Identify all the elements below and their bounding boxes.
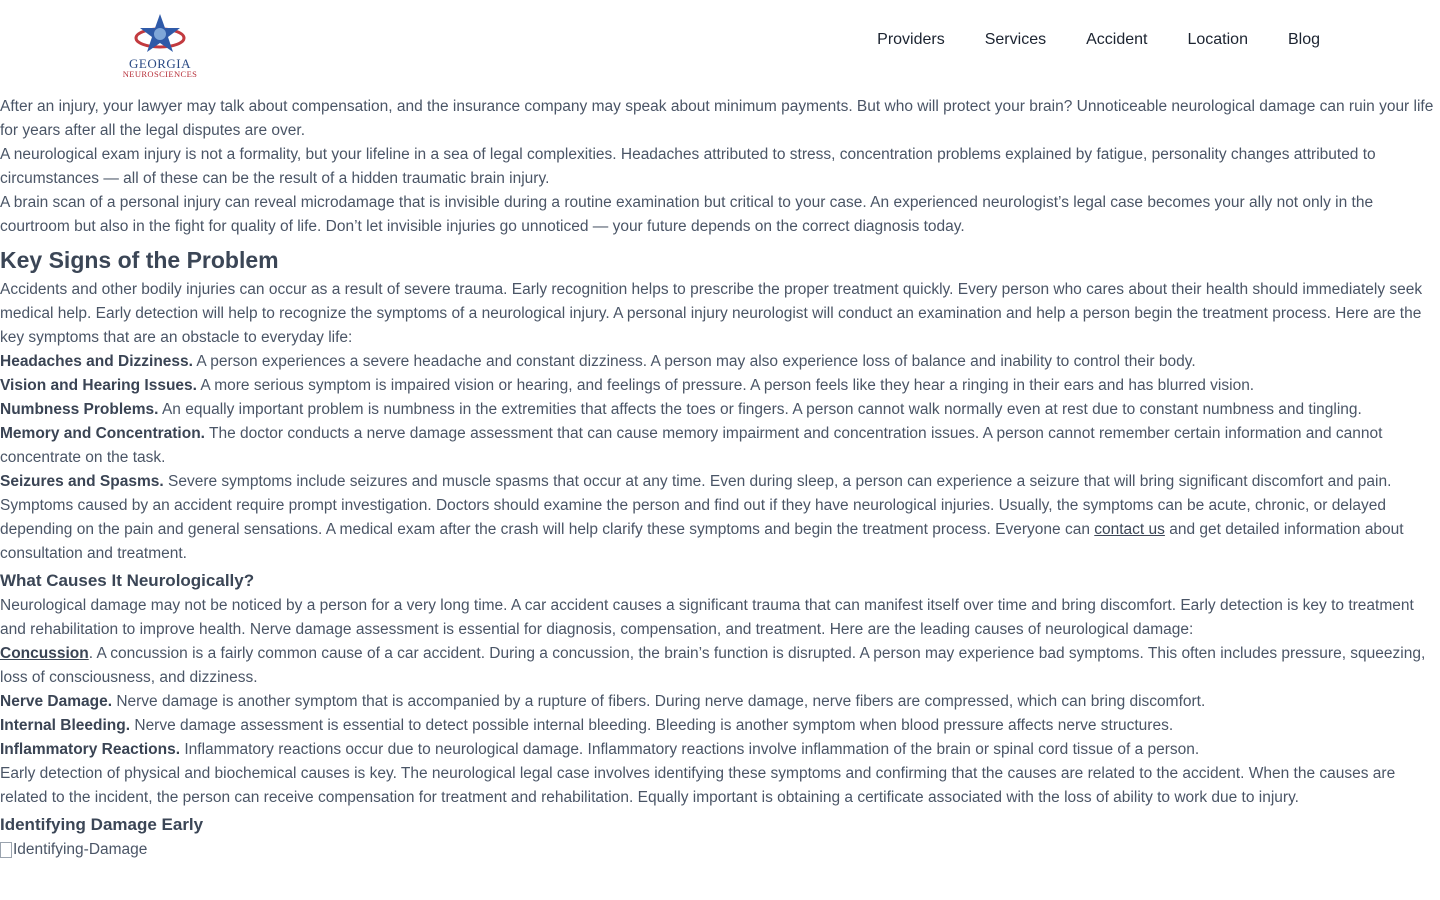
nav-accident[interactable]: Accident [1086, 31, 1148, 48]
symptom-item [0, 470, 1440, 494]
identifying-damage-image [0, 838, 1440, 862]
cause-text: Nerve damage is another symptom that is accompanied by a rupture of fibers. During nerve damage, nerve fibers are compressed, which can bring discomfort. [112, 693, 1206, 710]
symptom-item [0, 422, 1440, 470]
symptom-title: Seizures and Spasms. [0, 473, 164, 490]
cause-text: . A concussion is a fairly common cause of a car accident. During a concussion, the brain’s function is disrupted. A person may experience bad symptoms. This often includes pressure, squeezing, loss of consciousness, and dizziness. [0, 645, 1426, 686]
causes-outro: Early detection of physical and biochemical causes is key. The neurological legal case involves identifying these symptoms and confirming that the causes are related to the accident. When the causes are related to the incident, the person can receive compensation for treatment and rehabilitation. Equally important is obtaining a certificate associated with the loss of ability to work due to injury. [0, 765, 1396, 806]
cause-title: Nerve Damage. [0, 693, 113, 710]
site-logo[interactable] [118, 12, 202, 82]
logo-wordmark: GEORGIA [129, 56, 191, 71]
symptom-title: Memory and Concentration. [0, 425, 205, 442]
cause-item [0, 690, 1440, 714]
star-logo-icon [132, 12, 188, 56]
symptom-title: Vision and Hearing Issues. [0, 377, 197, 394]
symptom-text: A more serious symptom is impaired vision or hearing, and feelings of pressure. A person feels like they hear a ringing in their ears and has blurred vision. [196, 377, 1255, 394]
symptom-item [0, 398, 1440, 422]
cause-item [0, 738, 1440, 762]
symptom-text: The doctor conducts a nerve damage assessment that can cause memory impairment and concentration issues. A person cannot remember certain information and cannot concentrate on the task. [0, 425, 1383, 466]
cause-text: Inflammatory reactions occur due to neurological damage. Inflammatory reactions involve inflammation of the brain or spinal cord tissue of a person. [180, 741, 1200, 758]
signs-heading: Key Signs of the Problem [0, 247, 279, 273]
causes-heading: What Causes It Neurologically? [0, 571, 255, 590]
symptom-item [0, 374, 1440, 398]
nav-providers[interactable]: Providers [877, 31, 945, 48]
nav-services[interactable]: Services [984, 31, 1047, 48]
identify-heading: Identifying Damage Early [0, 815, 204, 834]
main-nav [877, 31, 1320, 49]
contact-us-link[interactable]: contact us [1094, 521, 1165, 538]
symptom-text: Severe symptoms include seizures and muscle spasms that occur at any time. Even during sleep, a person can experience a seizure that will bring significant discomfort and pain. [163, 473, 1392, 490]
intro-paragraph: A brain scan of a personal injury can reveal microdamage that is invisible during a routine examination but critical to your case. An experienced neurologist’s legal case becomes your ally not only in the courtroom but also in the fight for quality of life. Don’t let invisible injuries go unnoticed — your future depends on the correct diagnosis today. [0, 194, 1374, 235]
intro-paragraph: After an injury, your lawyer may talk about compensation, and the insurance company may speak about minimum payments. But who will protect your brain? Unnoticeable neurological damage can ruin your life for years after all the legal disputes are over. [0, 98, 1434, 139]
site-header [0, 0, 1440, 90]
broken-image-icon [0, 842, 12, 858]
image-alt-text: Identifying-Damage [13, 841, 148, 858]
cause-item [0, 714, 1440, 738]
concussion-link[interactable] [0, 645, 89, 662]
concussion-link-label: Concussion [0, 645, 89, 662]
cause-title: Internal Bleeding. [0, 717, 131, 734]
signs-outro-text: Symptoms caused by an accident require prompt investigation. Doctors should examine the person and find out if they have neurological injuries. Usually, the symptoms can be acute, chronic, or delayed depending on the pain and general sensations. A medical exam after the crash will help clarify these symptoms and begin the treatment process. Everyone can [0, 497, 1386, 538]
nav-blog[interactable]: Blog [1287, 31, 1320, 48]
logo-subtitle: NEUROSCIENCES [122, 69, 198, 79]
cause-item [0, 642, 1440, 690]
symptom-text: A person experiences a severe headache and constant dizziness. A person may also experience loss of balance and inability to control their body. [192, 353, 1196, 370]
symptom-item [0, 350, 1440, 374]
causes-intro: Neurological damage may not be noticed by a person for a very long time. A car accident causes a significant trauma that can manifest itself over time and bring discomfort. Early detection is key to treatment and rehabilitation to improve health. Nerve damage assessment is essential for diagnosis, compensation, and treatment. Here are the leading causes of neurological damage: [0, 597, 1414, 638]
cause-text: Nerve damage assessment is essential to detect possible internal bleeding. Bleeding is another symptom when blood pressure affects nerve structures. [130, 717, 1174, 734]
nav-location[interactable]: Location [1187, 31, 1248, 48]
symptom-title: Numbness Problems. [0, 401, 159, 418]
signs-outro-text-end: and get detailed information about consultation and treatment. [0, 521, 1404, 562]
cause-title: Inflammatory Reactions. [0, 741, 181, 758]
signs-outro [0, 494, 1440, 566]
intro-paragraph: A neurological exam injury is not a formality, but your lifeline in a sea of legal complexities. Headaches attributed to stress, concentration problems explained by fatigue, personality changes attributed to circumstances — all of these can be the result of a hidden traumatic brain injury. [0, 146, 1376, 187]
symptom-title: Headaches and Dizziness. [0, 353, 193, 370]
symptom-text: An equally important problem is numbness in the extremities that affects the toes or fingers. A person cannot walk normally even at rest due to constant numbness and tingling. [158, 401, 1362, 418]
signs-intro: Accidents and other bodily injuries can occur as a result of severe trauma. Early recognition helps to prescribe the proper treatment quickly. Every person who cares about their health should immediately seek medical help. Early detection will help to recognize the symptoms of a neurological injury. A personal injury neurologist will conduct an examination and help a person begin the treatment process. Here are the key symptoms that are an obstacle to everyday life: [0, 281, 1423, 346]
article-content [0, 95, 1440, 862]
